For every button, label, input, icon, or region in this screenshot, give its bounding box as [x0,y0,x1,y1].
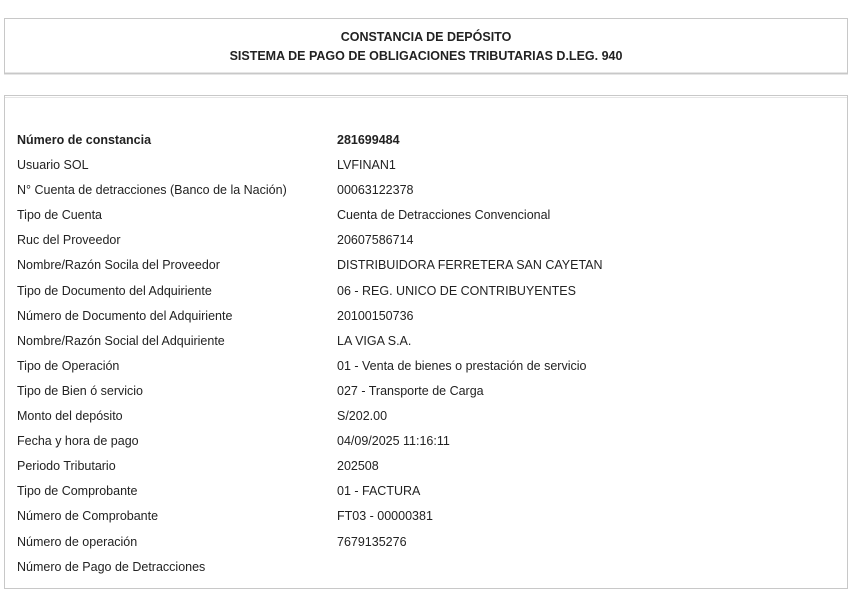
detail-label: Tipo de Comprobante [17,484,138,499]
detail-row-tipo-cuenta [17,203,837,228]
detail-value: 06 - REG. UNICO DE CONTRIBUYENTES [337,283,576,298]
detail-label: Número de Comprobante [17,509,159,524]
detail-row-nombre-proveedor [17,253,837,278]
detail-value: LVFINAN1 [337,158,396,173]
detail-label: Nombre/Razón Social del Adquiriente [17,333,225,348]
detail-value: LA VIGA S.A. [337,333,412,348]
detail-label: Tipo de Cuenta [17,208,103,223]
deposit-details-panel [4,95,848,589]
detail-label: Monto del depósito [17,409,123,424]
detail-row-cuenta-detracciones [17,178,837,203]
detail-value: 20100150736 [337,308,414,323]
detail-value: 04/09/2025 11:16:11 [337,434,450,449]
detail-value: 20607586714 [337,233,414,248]
detail-label: Usuario SOL [17,158,89,173]
detail-row-tipo-bien-servicio [17,379,837,404]
detail-row-ruc-proveedor [17,228,837,253]
document-title: CONSTANCIA DE DEPÓSITO [340,30,512,44]
document-header [4,18,848,74]
detail-value: 00063122378 [337,183,414,198]
detail-value: S/202.00 [337,409,388,424]
detail-label: Tipo de Documento del Adquiriente [17,283,212,298]
detail-label: Número de constancia [17,133,152,147]
detail-row-tipo-documento-adquiriente [17,279,837,304]
detail-row-numero-operacion [17,530,837,555]
detail-row-monto-deposito [17,404,837,429]
detail-label: Ruc del Proveedor [17,233,121,248]
detail-value: Cuenta de Detracciones Convencional [337,208,551,223]
detail-label: Fecha y hora de pago [17,434,139,449]
detail-value: 01 - FACTURA [337,484,421,499]
detail-row-tipo-operacion [17,354,837,379]
detail-row-numero-documento-adquiriente [17,304,837,329]
detail-value: 202508 [337,459,379,474]
detail-value: 027 - Transporte de Carga [337,383,484,398]
detail-row-fecha-hora-pago [17,429,837,454]
detail-label: Periodo Tributario [17,459,116,474]
detail-label: Nombre/Razón Socila del Proveedor [17,258,220,273]
detail-value: FT03 - 00000381 [337,509,433,524]
detail-row-nombre-adquiriente [17,329,837,354]
detail-row-numero-constancia [17,128,837,153]
detail-value: 7679135276 [337,534,407,549]
document-subtitle: SISTEMA DE PAGO DE OBLIGACIONES TRIBUTARIAS D.LEG. 940 [229,49,623,63]
detail-label: Tipo de Bien ó servicio [17,383,143,398]
detail-row-tipo-comprobante [17,479,837,504]
detail-label: Tipo de Operación [17,358,120,373]
detail-value: 281699484 [337,133,400,147]
detail-row-numero-pago-detracciones [17,555,837,580]
detail-label: N° Cuenta de detracciones (Banco de la Nación) [17,183,287,198]
detail-row-usuario-sol [17,153,837,178]
detail-value: 01 - Venta de bienes o prestación de servicio [337,358,587,373]
detail-value: DISTRIBUIDORA FERRETERA SAN CAYETAN [337,258,603,273]
detail-row-periodo-tributario [17,454,837,479]
detail-label: Número de Pago de Detracciones [17,559,206,574]
details-list [17,128,837,580]
detail-row-numero-comprobante [17,504,837,529]
detail-label: Número de Documento del Adquiriente [17,308,233,323]
detail-label: Número de operación [17,534,138,549]
